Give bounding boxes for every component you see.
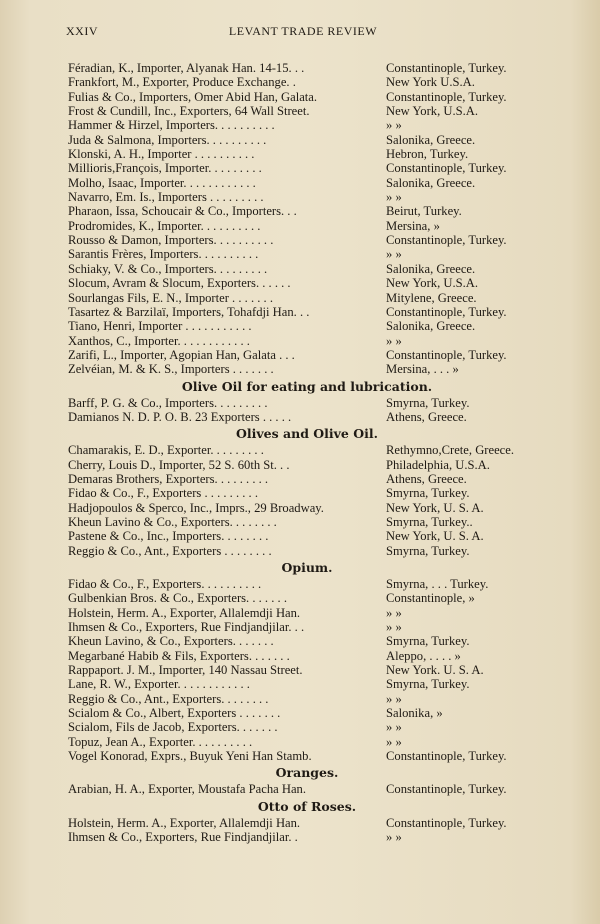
entry-name: Pharaon, Issa, Schoucair & Co., Importers. . . [68, 204, 297, 219]
entry-name: Sourlangas Fils, E. N., Importer . . . . . . . [68, 290, 273, 305]
entry-name: Hammer & Hirzel, Importers. . . . . . . . . . [68, 118, 275, 133]
entry-location: Athens, Greece. [386, 409, 467, 424]
directory-entry [68, 486, 546, 500]
entry-location: Salonika, Greece. [386, 261, 476, 276]
directory-entry [68, 219, 546, 233]
entry-name: Ihmsen & Co., Exporters, Rue Findjandjilar. . [68, 830, 298, 845]
directory-entry [68, 204, 546, 218]
entry-location: » » [386, 605, 402, 620]
entry-location: » » [386, 830, 402, 845]
directory-entry [68, 348, 546, 362]
directory-entry [68, 90, 546, 104]
directory-entry [68, 529, 546, 543]
directory-entry [68, 577, 546, 591]
directory-entry [68, 649, 546, 663]
directory-entry [68, 591, 546, 605]
entry-name: Vogel Konorad, Exprs., Buyuk Yeni Han Stamb. [68, 749, 312, 764]
directory-entry [68, 233, 546, 247]
entry-name: Slocum, Avram & Slocum, Exporters. . . . . . [68, 276, 291, 291]
entry-location: Smyrna, . . . Turkey. [386, 577, 489, 591]
entry-location: Smyrna, Turkey. [386, 486, 470, 501]
entry-name: Tasartez & Barzilaï, Importers, Tohafdji Han. . . [68, 304, 310, 319]
entry-location: New York, U. S. A. [386, 500, 484, 515]
directory-listing [68, 61, 546, 845]
directory-entry [68, 515, 546, 529]
directory-entry [68, 75, 546, 89]
entry-location: » » [386, 118, 402, 133]
entry-name: Arabian, H. A., Exporter, Moustafa Pacha Han. [68, 782, 307, 797]
entry-location: Constantinople, Turkey. [386, 61, 507, 75]
entry-name: Topuz, Jean A., Exporter. . . . . . . . . . [68, 734, 253, 749]
directory-entry [68, 443, 546, 457]
entry-name: Molho, Isaac, Importer. . . . . . . . . . . . [68, 175, 256, 190]
directory-entry [68, 830, 546, 844]
entry-name: Megarbané Habib & Fils, Exporters. . . . . . . [68, 648, 290, 663]
entry-location: Constantinople, Turkey. [386, 89, 507, 104]
entry-name: Demaras Brothers, Exporters. . . . . . . . . [68, 471, 269, 486]
entry-name: Holstein, Herm. A., Exporter, Allalemdji Han. [68, 605, 301, 620]
entry-name: Sarantis Frères, Importers. . . . . . . . . . [68, 247, 259, 262]
entry-location: Constantinople, Turkey. [386, 815, 507, 830]
entry-name: Kheun Lavino, & Co., Exporters. . . . . . . [68, 634, 274, 649]
entry-name: Lane, R. W., Exporter. . . . . . . . . . . . [68, 677, 250, 692]
directory-entry [68, 190, 546, 204]
entry-location: Constantinople, Turkey. [386, 749, 507, 764]
entry-name: Reggio & Co., Ant., Exporters . . . . . . . . [68, 543, 272, 558]
entry-location: New York, U.S.A. [386, 104, 479, 119]
entry-name: Frankfort, M., Exporter, Produce Exchange. . [68, 75, 296, 90]
directory-entry [68, 118, 546, 132]
entry-name: Xanthos, C., Importer. . . . . . . . . . . . [68, 333, 250, 348]
entry-location: Aleppo, . . . . » [386, 648, 461, 663]
entry-location: Rethymno,Crete, Greece. [386, 443, 514, 458]
entry-location: Constantinople, » [386, 591, 475, 606]
entry-location: Beirut, Turkey. [386, 204, 462, 219]
entry-location: Smyrna, Turkey. [386, 543, 470, 558]
section-heading: Oranges. [275, 765, 339, 781]
entry-name: Pastene & Co., Inc., Importers. . . . . . . . [68, 529, 269, 544]
entry-name: Klonski, A. H., Importer . . . . . . . . . . [68, 147, 255, 162]
entry-location: » » [386, 620, 402, 635]
page-number: XXIV [66, 24, 98, 38]
entry-name: Scialom, Fils de Jacob, Exporters. . . . . . . [68, 720, 278, 735]
entry-location: Salonika, Greece. [386, 175, 476, 190]
entry-name: Zelvéian, M. & K. S., Importers . . . . . . . [68, 362, 274, 377]
directory-entry [68, 176, 546, 190]
entry-name: Juda & Salmona, Importers. . . . . . . . . . [68, 132, 267, 147]
entry-location: » » [386, 190, 402, 205]
entry-location: Mersina, . . . » [386, 362, 459, 377]
directory-entry [68, 735, 546, 749]
directory-entry [68, 472, 546, 486]
directory-entry [68, 458, 546, 472]
entry-location: Smyrna, Turkey. [386, 677, 470, 692]
directory-entry [68, 61, 546, 75]
entry-name: Chamarakis, E. D., Exporter. . . . . . . . . [68, 443, 264, 458]
directory-entry [68, 147, 546, 161]
entry-location: New York, U.S.A. [386, 276, 479, 291]
entry-name: Holstein, Herm. A., Exporter, Allalemdji Han. [68, 815, 301, 830]
entry-name: Tiano, Henri, Importer . . . . . . . . . . . [68, 319, 252, 334]
directory-entry [68, 161, 546, 175]
entry-name: Schiaky, V. & Co., Importers. . . . . . . . . [68, 261, 268, 276]
directory-entry [68, 677, 546, 691]
directory-entry [68, 663, 546, 677]
entry-name: Navarro, Em. Is., Importers . . . . . . . . . [68, 190, 264, 205]
entry-name: Scialom & Co., Albert, Exporters . . . . . . . [68, 706, 281, 721]
directory-entry [68, 692, 546, 706]
entry-location: New York. U. S. A. [386, 663, 484, 678]
directory-entry [68, 634, 546, 648]
directory-entry [68, 544, 546, 558]
entry-name: Fulias & Co., Importers, Omer Abid Han, Galata. [68, 89, 318, 104]
entry-location: Constantinople, Turkey. [386, 347, 507, 362]
entry-location: » » [386, 247, 402, 262]
directory-entry [68, 104, 546, 118]
entry-name: Damianos N. D. P. O. B. 23 Exporters . . . . . [68, 409, 292, 424]
entry-name: Cherry, Louis D., Importer, 52 S. 60th St. . . [68, 457, 290, 472]
directory-entry [68, 262, 546, 276]
entry-name: Rousso & Damon, Importers. . . . . . . . . . [68, 233, 274, 248]
directory-entry [68, 706, 546, 720]
entry-name: Reggio & Co., Ant., Exporters. . . . . . . . [68, 691, 269, 706]
entry-name: Millioris,François, Importer. . . . . . . . . [68, 161, 262, 176]
entry-location: Constantinople, Turkey. [386, 304, 507, 319]
directory-entry [68, 291, 546, 305]
section-heading: Otto of Roses. [257, 798, 357, 814]
directory-entry [68, 782, 546, 796]
directory-entry [68, 816, 546, 830]
entry-name: Prodromides, K., Importer. . . . . . . . . . [68, 218, 261, 233]
entry-location: Smyrna, Turkey.. [386, 514, 473, 529]
entry-name: Ihmsen & Co., Exporters, Rue Findjandjilar. . . [68, 620, 305, 635]
directory-entry [68, 319, 546, 333]
entry-location: New York, U. S. A. [386, 529, 484, 544]
entry-name: Zarifi, L., Importer, Agopian Han, Galata . . . [68, 347, 295, 362]
entry-location: » » [386, 333, 402, 348]
entry-location: Philadelphia, U.S.A. [386, 457, 490, 472]
entry-name: Rappaport. J. M., Importer, 140 Nassau Street. [68, 663, 303, 678]
entry-name: Frost & Cundill, Inc., Exporters, 64 Wall Street. [68, 104, 310, 119]
entry-location: Salonika, » [386, 706, 443, 721]
entry-location: » » [386, 734, 402, 749]
directory-entry [68, 276, 546, 290]
directory-entry [68, 749, 546, 763]
directory-entry [68, 305, 546, 319]
entry-name: Hadjopoulos & Sperco, Inc., Imprs., 29 Broadway. [68, 500, 324, 515]
entry-name: Fidao & Co., F., Exporters . . . . . . . . . [68, 486, 258, 501]
directory-entry [68, 334, 546, 348]
entry-name: Fidao & Co., F., Exporters. . . . . . . . . . [68, 577, 262, 591]
entry-location: Mersina, » [386, 218, 440, 233]
directory-entry [68, 396, 546, 410]
page-title: LEVANT TRADE REVIEW [228, 24, 378, 38]
entry-name: Gulbenkian Bros. & Co., Exporters. . . . . . . [68, 591, 287, 606]
entry-location: » » [386, 691, 402, 706]
directory-entry [68, 620, 546, 634]
section-heading: Olives and Olive Oil. [236, 426, 378, 442]
entry-location: Constantinople, Turkey. [386, 161, 507, 176]
entry-name: Barff, P. G. & Co., Importers. . . . . . . . . [68, 395, 268, 410]
directory-entry [68, 362, 546, 376]
entry-location: Salonika, Greece. [386, 132, 476, 147]
entry-name: Kheun Lavino & Co., Exporters. . . . . . . . [68, 514, 277, 529]
entry-location: New York U.S.A. [386, 75, 475, 90]
section-heading: Olive Oil for eating and lubrication. [181, 378, 433, 394]
directory-entry [68, 501, 546, 515]
entry-location: Constantinople, Turkey. [386, 233, 507, 248]
entry-location: Smyrna, Turkey. [386, 634, 470, 649]
section-heading: Opium. [281, 560, 333, 575]
entry-location: Salonika, Greece. [386, 319, 476, 334]
directory-entry [68, 410, 546, 424]
directory-entry [68, 606, 546, 620]
entry-location: Hebron, Turkey. [386, 147, 469, 162]
entry-location: Athens, Greece. [386, 471, 467, 486]
entry-location: » » [386, 720, 402, 735]
directory-entry [68, 720, 546, 734]
entry-location: Smyrna, Turkey. [386, 395, 470, 410]
entry-location: Mitylene, Greece. [386, 290, 477, 305]
directory-entry [68, 133, 546, 147]
entry-name: Féradian, K., Importer, Alyanak Han. 14-15. . . [68, 61, 305, 75]
entry-location: Constantinople, Turkey. [386, 782, 507, 797]
directory-entry [68, 247, 546, 261]
